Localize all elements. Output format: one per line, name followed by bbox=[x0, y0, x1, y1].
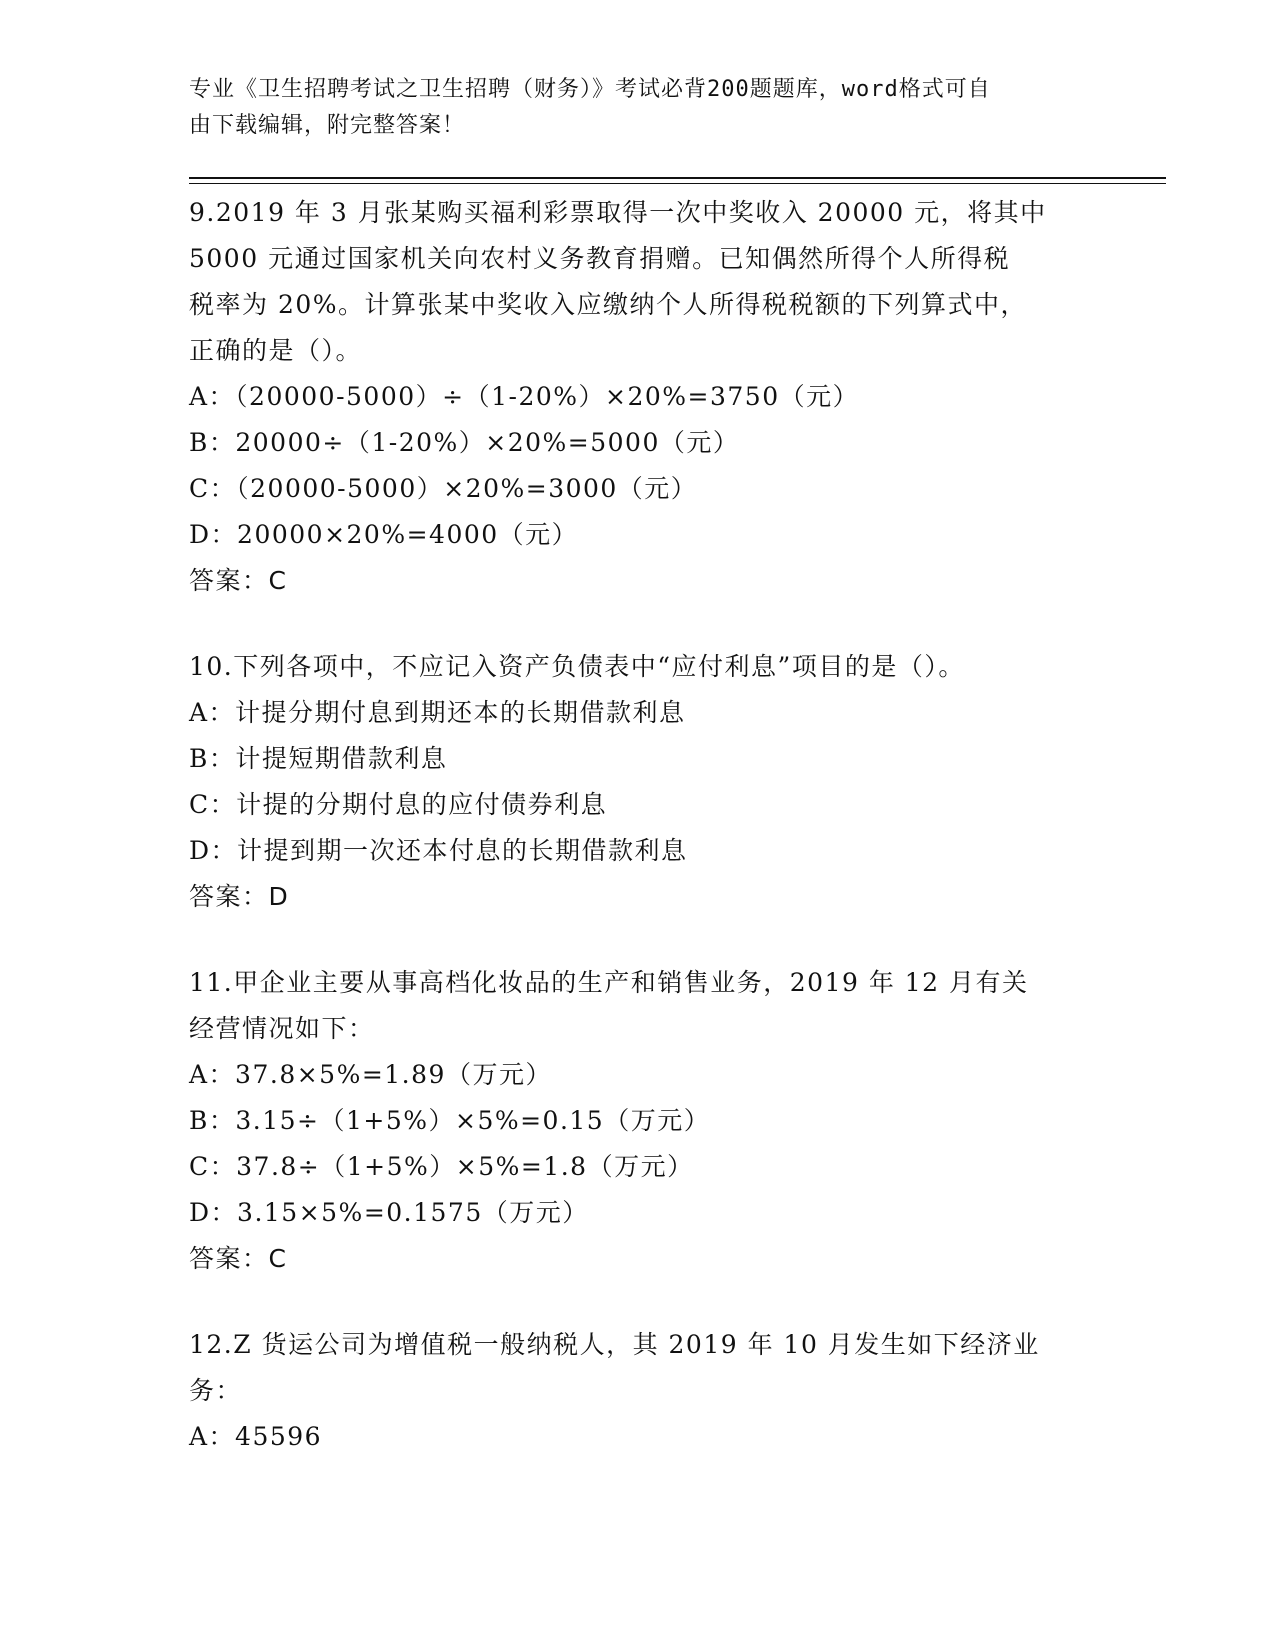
option-c: C：计提的分期付息的应付债券利息 bbox=[189, 790, 608, 819]
option-b: B：计提短期借款利息 bbox=[189, 744, 448, 773]
question-list bbox=[189, 190, 1079, 1500]
answer-label: 答案：C bbox=[189, 1244, 288, 1273]
question-stem bbox=[189, 190, 1079, 374]
question-stem bbox=[189, 644, 1079, 690]
stem-line: 9.2019 年 3 月张某购买福利彩票取得一次中奖收入 20000 元，将其中 bbox=[189, 198, 1047, 227]
answer-label: 答案：C bbox=[189, 566, 288, 595]
question-stem bbox=[189, 1322, 1079, 1414]
stem-line: 5000 元通过国家机关向农村义务教育捐赠。已知偶然所得个人所得税 bbox=[189, 244, 1011, 273]
option-d: D：计提到期一次还本付息的长期借款利息 bbox=[189, 836, 688, 865]
document-header bbox=[189, 72, 1069, 144]
stem-line: 11.甲企业主要从事高档化妆品的生产和销售业务，2019 年 12 月有关 bbox=[189, 968, 1029, 997]
header-line-2: 由下载编辑，附完整答案！ bbox=[189, 113, 466, 138]
stem-line: 12.Z 货运公司为增值税一般纳税人，其 2019 年 10 月发生如下经济业 bbox=[189, 1330, 1040, 1359]
stem-line: 经营情况如下： bbox=[189, 1014, 375, 1043]
question-10 bbox=[189, 644, 1079, 920]
question-stem bbox=[189, 960, 1079, 1052]
option-a: A：45596 bbox=[189, 1422, 323, 1451]
option-d: D：3.15×5%=0.1575（万元） bbox=[189, 1198, 589, 1227]
header-divider-thin bbox=[189, 183, 1166, 184]
stem-line: 10.下列各项中，不应记入资产负债表中“应付利息”项目的是（）。 bbox=[189, 652, 965, 681]
header-divider-thick bbox=[189, 177, 1166, 179]
answer-label: 答案：D bbox=[189, 882, 290, 911]
stem-line: 税率为 20%。计算张某中奖收入应缴纳个人所得税税额的下列算式中， bbox=[189, 290, 1028, 319]
stem-line: 正确的是（）。 bbox=[189, 336, 363, 365]
option-b: B：3.15÷（1+5%）×5%=0.15（万元） bbox=[189, 1106, 711, 1135]
option-c: C：37.8÷（1+5%）×5%=1.8（万元） bbox=[189, 1152, 694, 1181]
option-a: A：计提分期付息到期还本的长期借款利息 bbox=[189, 698, 686, 727]
question-9 bbox=[189, 190, 1079, 604]
option-b: B：20000÷（1-20%）×20%=5000（元） bbox=[189, 428, 740, 457]
option-c: C：（20000-5000）×20%=3000（元） bbox=[189, 474, 698, 503]
option-d: D：20000×20%=4000（元） bbox=[189, 520, 579, 549]
stem-line: 务： bbox=[189, 1376, 243, 1405]
option-a: A：（20000-5000）÷（1-20%）×20%=3750（元） bbox=[189, 382, 860, 411]
header-line-1: 专业《卫生招聘考试之卫生招聘（财务）》考试必背200题题库，word格式可自 bbox=[189, 77, 991, 102]
question-12 bbox=[189, 1322, 1079, 1460]
question-11 bbox=[189, 960, 1079, 1282]
option-a: A：37.8×5%=1.89（万元） bbox=[189, 1060, 552, 1089]
